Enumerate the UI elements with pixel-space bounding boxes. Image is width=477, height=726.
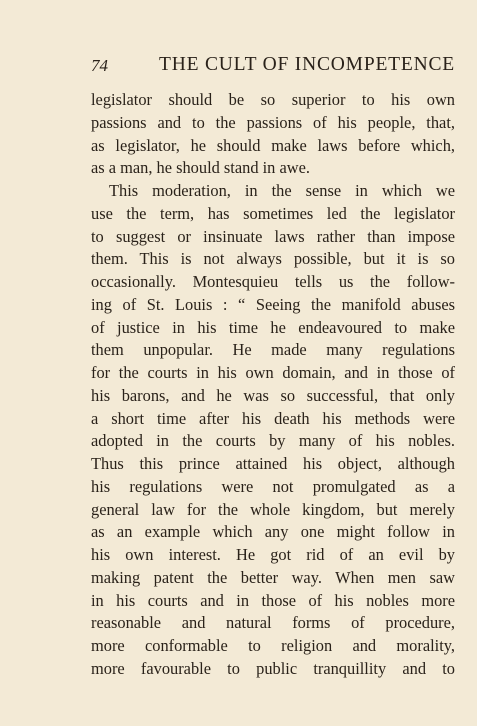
text-line: adopted in the courts by many of his nobles. [91,431,455,451]
text-line: his own interest. He got rid of an evil by [91,545,455,564]
paragraph [91,89,455,180]
text-line: occasionally. Montesquieu tells us the follow- [91,272,455,291]
text-line: ing of St. Louis : “ Seeing the manifold abuses [91,294,455,314]
text-line: use the term, has sometimes led the legislator [91,203,455,223]
text-line: This moderation, in the sense in which we [109,181,455,200]
text-line: of justice in his time he endeavoured to make [91,317,455,337]
text-line: them. This is not always possible, but it is so [91,249,455,269]
text-line: more conformable to religion and morality, [91,636,455,655]
running-title: THE CULT OF INCOMPETENCE [158,54,455,75]
text-line: passions and to the passions of his people, that, [91,112,455,132]
text-line: more favourable to public tranquillity and to [91,658,455,678]
text-line: general law for the whole kingdom, but merely [91,499,455,519]
text-line: them unpopular. He made many regulations [91,340,455,360]
text-line: making patent the better way. When men saw [91,567,455,587]
text-line: his barons, and he was so successful, that only [91,385,455,405]
body-text [91,89,455,681]
text-line: a short time after his death his methods were [91,408,455,428]
text-line: to suggest or insinuate laws rather than impose [91,226,455,246]
text-line: legislator should be so superior to his own [91,90,455,109]
text-line: in his courts and in those of his nobles more [91,590,455,610]
text-line: as an example which any one might follow in [91,522,455,542]
paragraph [91,180,455,681]
text-line: Thus this prince attained his object, although [91,454,455,473]
text-line: for the courts in his own domain, and in those of [91,363,455,382]
text-line: reasonable and natural forms of procedure, [91,613,455,633]
text-line: as a man, he should stand in awe. [91,158,310,178]
text-line: his regulations were not promulgated as a [91,476,455,496]
text-line: as legislator, he should make laws before which, [91,135,455,155]
page-header [91,54,455,78]
page-number: 74 [91,56,108,75]
